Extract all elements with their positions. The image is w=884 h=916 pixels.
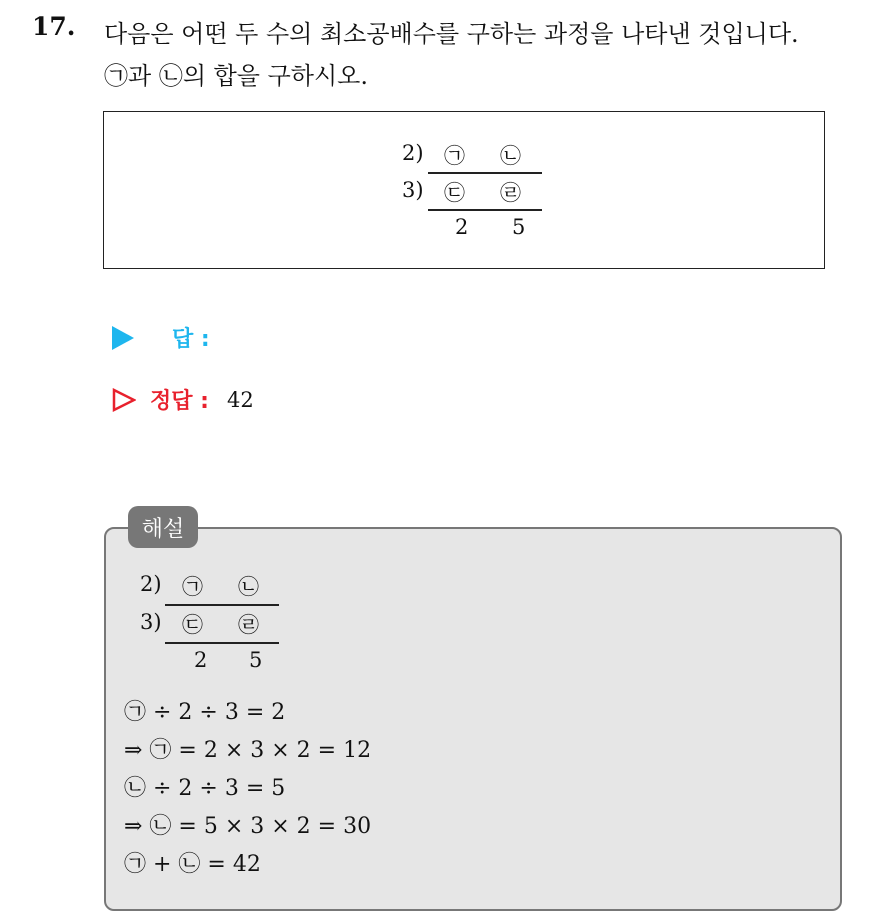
outline-arrow-icon: [112, 388, 136, 412]
ladder-divisor-2: 3): [402, 178, 424, 202]
sol-ladder-cell-b2: ㉣: [238, 613, 259, 637]
ladder-cell-b3: 5: [512, 215, 526, 239]
sol-ladder-cell-a2: ㉢: [182, 613, 203, 637]
sol-ladder-line-2: [165, 642, 279, 644]
solution-equation: ⇒ ㉠ = 2 × 3 × 2 = 12: [124, 738, 372, 763]
correct-answer-row: [112, 384, 254, 415]
ladder-divisor-1: 2): [402, 141, 424, 165]
ladder-line-2: [428, 209, 542, 211]
sol-ladder-line-1: [165, 604, 279, 606]
ladder-cell-a3: 2: [455, 215, 469, 239]
question-text-line-2: ㉠과 ㉡의 합을 구하시오.: [104, 62, 368, 90]
solution-equation: ㉠ + ㉡ = 42: [124, 852, 261, 877]
sol-ladder-divisor-1: 2): [140, 572, 162, 596]
ladder-cell-b2: ㉣: [500, 181, 521, 205]
solution-equation: ㉡ ÷ 2 ÷ 3 = 5: [124, 776, 286, 801]
solution-equation: ㉠ ÷ 2 ÷ 3 = 2: [124, 700, 286, 725]
answer-label: 답 :: [172, 327, 210, 352]
solution-equation: ⇒ ㉡ = 5 × 3 × 2 = 30: [124, 814, 372, 839]
answer-row: [112, 322, 210, 353]
sol-ladder-cell-a3: 2: [194, 648, 208, 672]
ladder-cell-a1: ㉠: [444, 144, 465, 168]
sol-ladder-cell-b3: 5: [249, 648, 263, 672]
sol-ladder-cell-a1: ㉠: [182, 575, 203, 599]
sol-ladder-divisor-2: 3): [140, 610, 162, 634]
solution-tag: 해설: [128, 506, 198, 548]
sol-ladder-cell-b1: ㉡: [238, 575, 259, 599]
question-text-line-1: 다음은 어떤 두 수의 최소공배수를 구하는 과정을 나타낸 것입니다.: [104, 20, 799, 48]
filled-arrow-icon: [112, 326, 134, 350]
correct-answer-label: 정답 :: [150, 389, 209, 414]
ladder-cell-a2: ㉢: [444, 181, 465, 205]
ladder-line-1: [428, 172, 542, 174]
question-number: 17.: [32, 12, 76, 41]
ladder-cell-b1: ㉡: [500, 144, 521, 168]
correct-answer-value: 42: [226, 387, 254, 412]
